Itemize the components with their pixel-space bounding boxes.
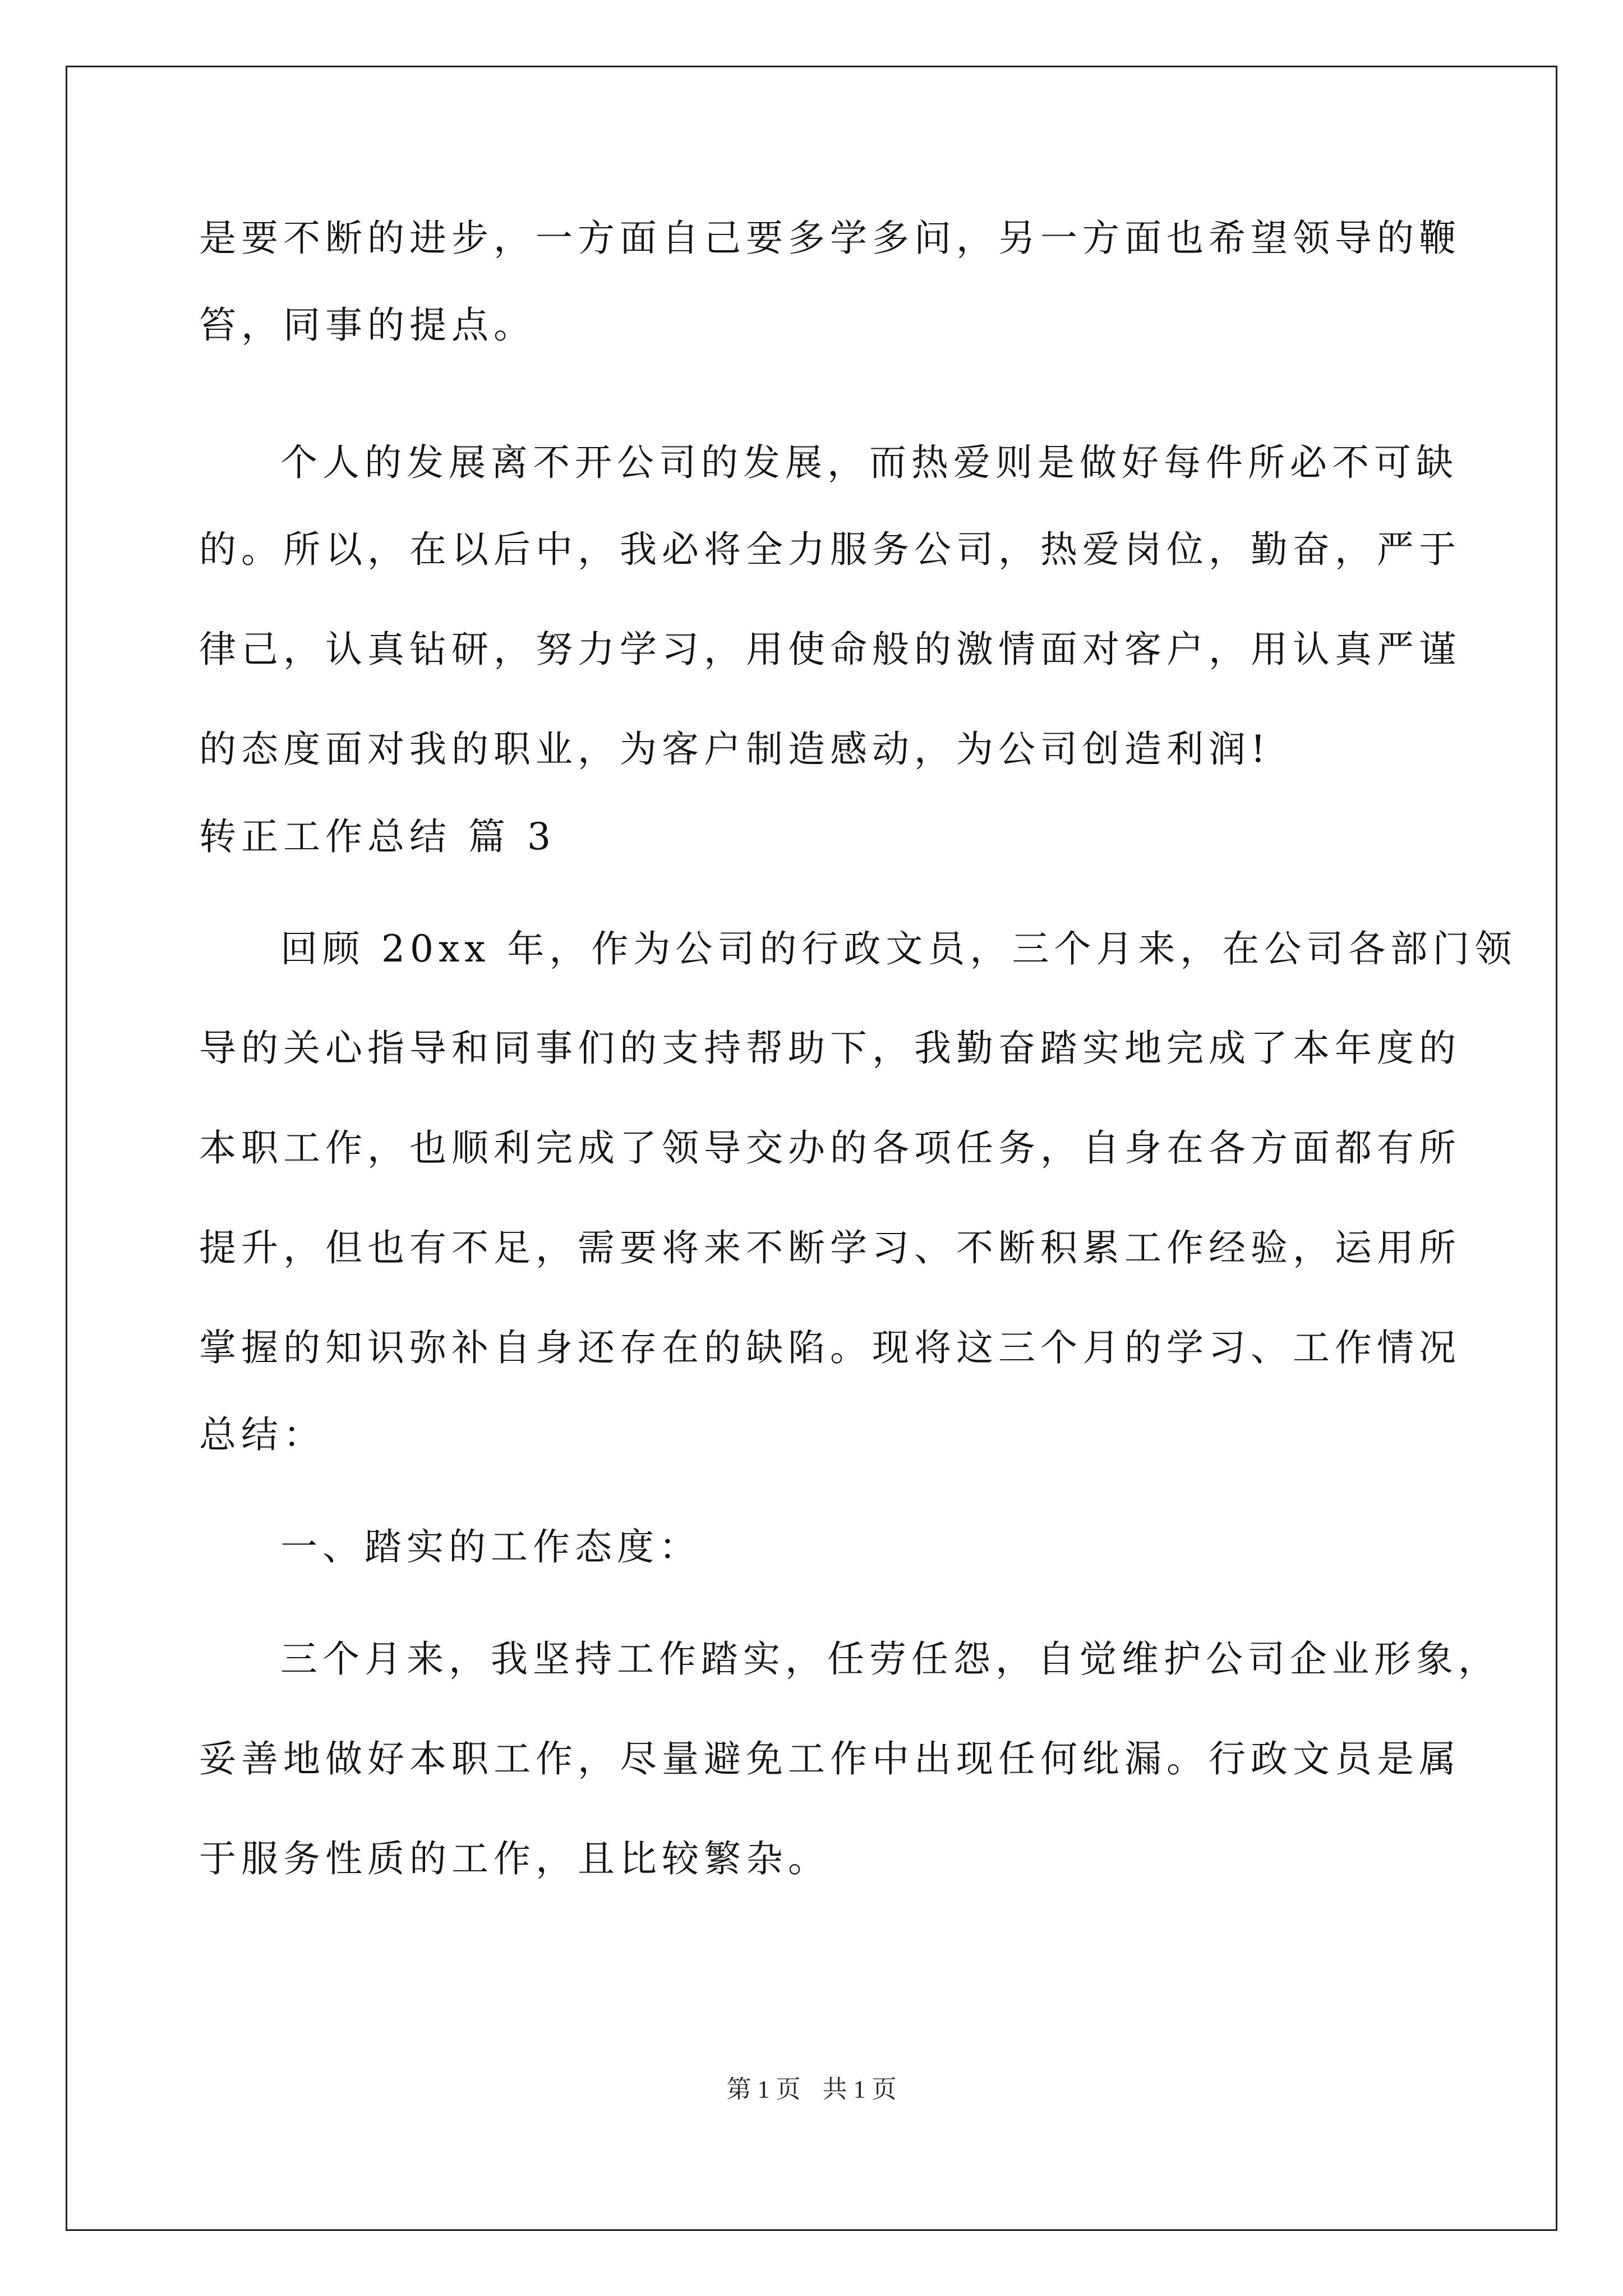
body-line-12: 总结：: [199, 1413, 325, 1456]
body-line-3: 个人的发展离不开公司的发展，而热爱则是做好每件所必不可缺: [280, 441, 1458, 484]
body-line-7: 回顾 20xx 年，作为公司的行政文员，三个月来，在公司各部门领: [280, 927, 1517, 970]
body-line-15: 于服务性质的工作，且比较繁杂。: [199, 1837, 830, 1880]
section-heading: 转正工作总结 篇 3: [199, 815, 556, 858]
body-line-5: 律己，认真钻研，努力学习，用使命般的激情面对客户，用认真严谨: [199, 628, 1461, 671]
total-pages: 共 1 页: [822, 2076, 897, 2103]
body-line-10: 提升，但也有不足，需要将来不断学习、不断积累工作经验，运用所: [199, 1226, 1461, 1269]
page-number: 第 1 页: [726, 2076, 801, 2103]
body-line-13: 三个月来，我坚持工作踏实，任劳任怨，自觉维护公司企业形象，: [280, 1637, 1500, 1681]
body-line-1: 是要不断的进步，一方面自己要多学多问，另一方面也希望领导的鞭: [199, 217, 1461, 260]
subheading: 一、踏实的工作态度：: [280, 1525, 701, 1568]
body-line-2: 笞，同事的提点。: [199, 303, 536, 347]
body-line-14: 妥善地做好本职工作，尽量避免工作中出现任何纰漏。行政文员是属: [199, 1737, 1461, 1780]
body-line-11: 掌握的知识弥补自身还存在的缺陷。现将这三个月的学习、工作情况: [199, 1326, 1461, 1369]
body-line-9: 本职工作，也顺利完成了领导交办的各项任务，自身在各方面都有所: [199, 1126, 1461, 1170]
body-line-6: 的态度面对我的职业，为客户制造感动，为公司创造利润!: [199, 728, 1271, 771]
body-line-8: 导的关心指导和同事们的支持帮助下，我勤奋踏实地完成了本年度的: [199, 1027, 1461, 1070]
page-footer: [0, 2076, 1623, 2104]
body-line-4: 的。所以，在以后中，我必将全力服务公司，热爱岗位，勤奋，严于: [199, 528, 1461, 571]
